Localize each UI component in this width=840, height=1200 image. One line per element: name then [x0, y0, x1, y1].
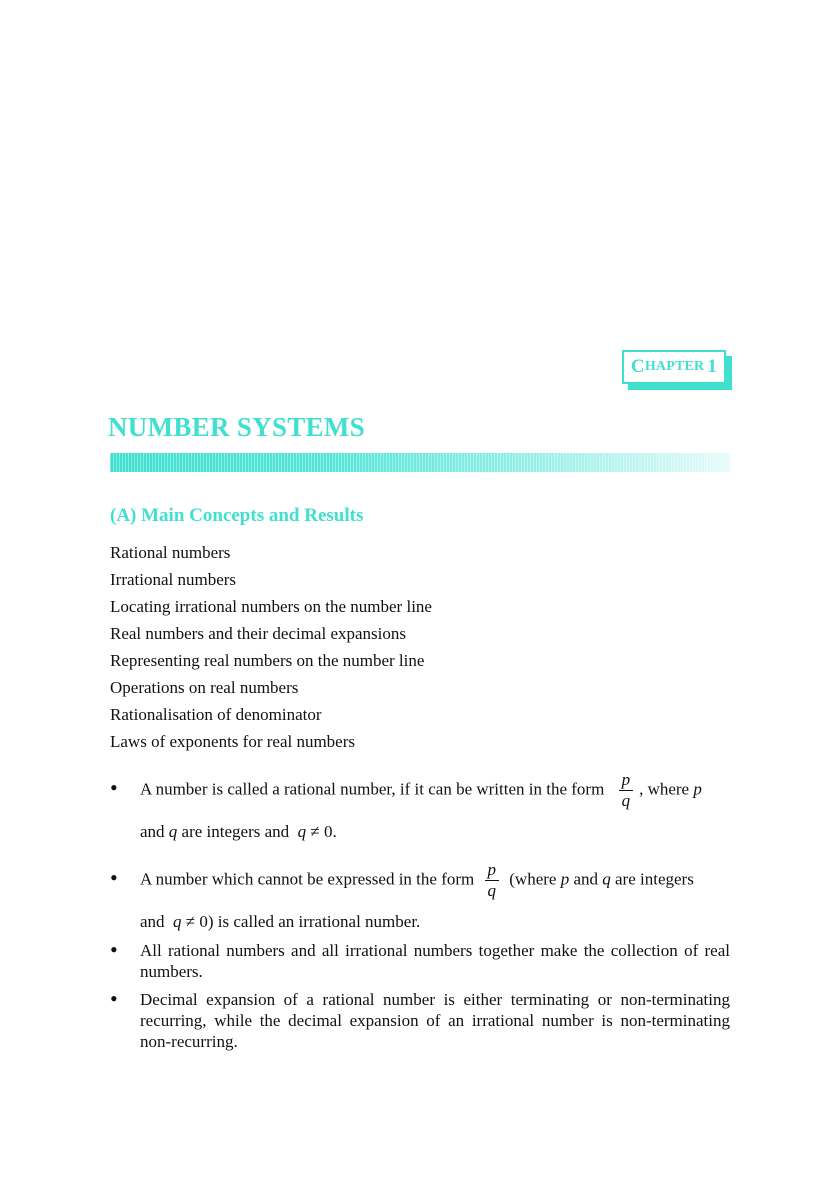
topic-list — [110, 539, 432, 755]
list-item: Locating irrational numbers on the number line — [110, 597, 432, 616]
bullet-icon: • — [110, 865, 118, 890]
bullet-text: and — [140, 912, 165, 931]
chapter-label-initial: C — [630, 356, 645, 377]
list-item: Real numbers and their decimal expansions — [110, 624, 406, 643]
chapter-badge — [622, 350, 726, 384]
bullet-text: ≠ 0. — [310, 822, 337, 841]
fraction — [619, 770, 634, 811]
bullet-text: Decimal expansion of a rational number is either terminating or non-terminating recurring, while the decimal expansion of an irrational number is non-terminating non-recurring. — [140, 990, 730, 1051]
fraction-numerator: p — [619, 770, 634, 791]
variable: q — [173, 912, 182, 931]
bullet-text: are integers and — [181, 822, 290, 841]
title-decorative-bar — [110, 453, 730, 472]
bullet-icon: • — [110, 986, 118, 1011]
list-item: Representing real numbers on the number line — [110, 651, 425, 670]
list-item: Laws of exponents for real numbers — [110, 732, 356, 751]
bullet-text: and — [573, 869, 598, 889]
bullet-text: , where — [639, 779, 690, 799]
bullet-text: and — [140, 822, 165, 841]
chapter-title: NUMBER SYSTEMS — [108, 412, 365, 442]
chapter-label-rest: HAPTER — [644, 359, 705, 374]
bullet-text: are integers — [615, 869, 694, 889]
list-item: Rationalisation of denominator — [110, 705, 322, 724]
bullet-text: ≠ 0) is called an irrational number. — [185, 912, 421, 931]
fraction-denominator: q — [487, 881, 496, 900]
bullet-text: A number which cannot be expressed in the form — [140, 869, 475, 889]
variable: p — [693, 779, 702, 799]
list-item: Rational numbers — [110, 543, 231, 562]
list-item: Irrational numbers — [110, 570, 237, 589]
bullet-icon: • — [110, 775, 118, 800]
bullet-text: A number is called a rational number, if it can be written in the form — [140, 779, 605, 799]
bullet-icon: • — [110, 937, 118, 962]
section-heading: (A) Main Concepts and Results — [110, 505, 364, 526]
fraction-denominator: q — [621, 791, 631, 810]
variable: p — [560, 869, 570, 889]
bullet-text: (where — [509, 869, 557, 889]
fraction — [485, 860, 500, 901]
fraction-numerator: p — [485, 860, 500, 881]
variable: q — [602, 869, 611, 889]
chapter-number: 1 — [707, 356, 718, 377]
variable: q — [297, 822, 307, 841]
bullet-text: All rational numbers and all irrational numbers together make the collection of real numbers. — [140, 941, 730, 981]
variable: q — [168, 822, 178, 841]
list-item: Operations on real numbers — [110, 678, 299, 697]
